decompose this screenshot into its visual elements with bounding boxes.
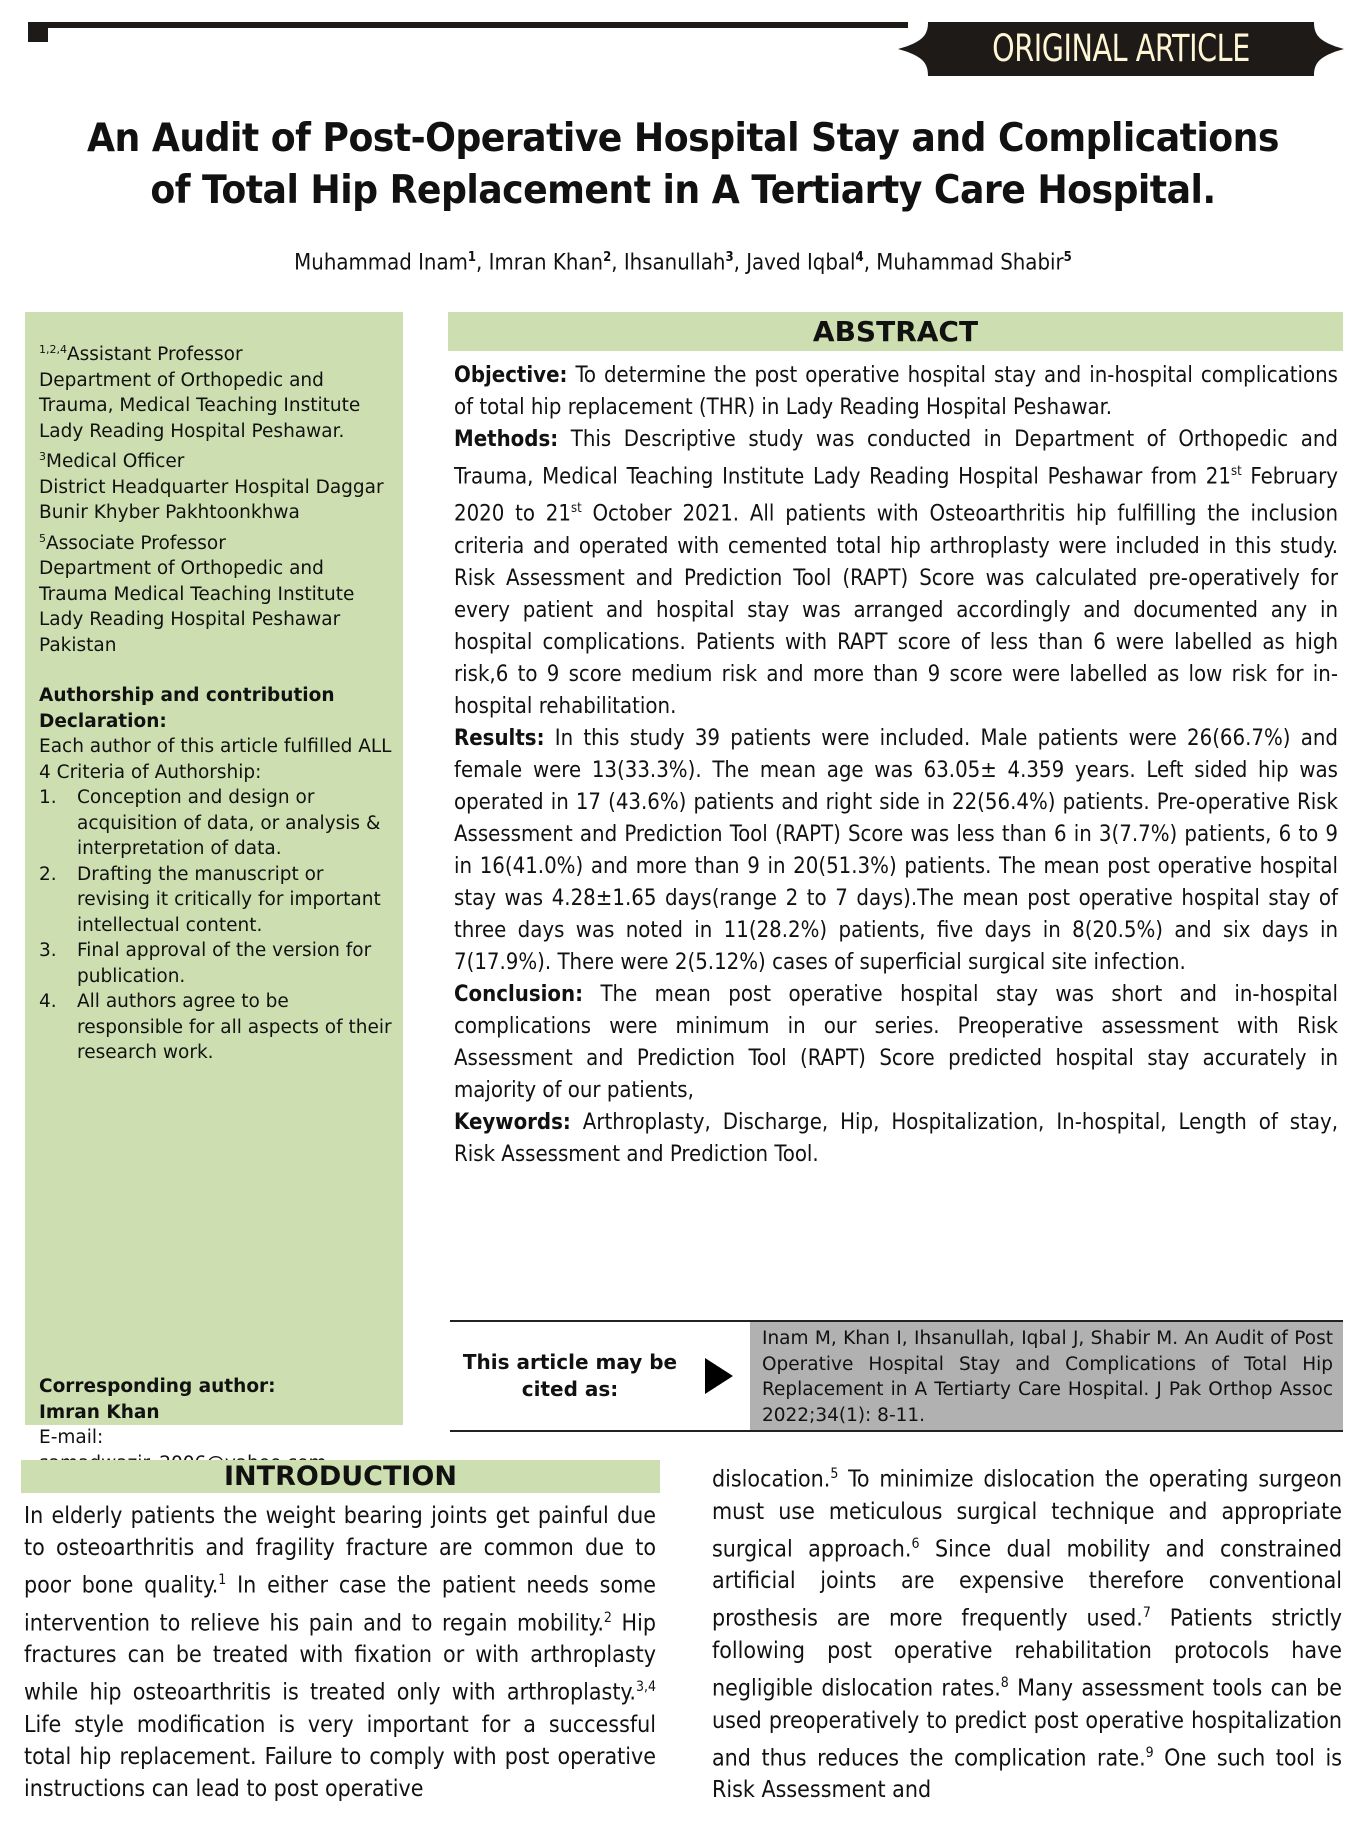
author-affiliation-marker: 3 [725,250,734,265]
citation-reference: 3,4 [635,1679,656,1696]
author-name: Muhammad Inam [294,250,468,276]
abstract-body [454,360,1338,1171]
objective-text: To determine the post operative hospital stay and in-hospital complications of total hip replacement (THR) in Lady Reading Hospital Peshawar. [454,363,1338,420]
citation-reference: 7 [1142,1605,1151,1622]
title-line-1: An Audit of Post-Operative Hospital Stay and Complications [87,116,1279,161]
criteria-number: 4. [39,991,57,1013]
affiliation-line: Pakistan [39,634,117,656]
author-info-sidebar [25,312,403,1448]
affiliation-line: Bunir Khyber Pakhtoonkhwa [39,502,300,524]
affiliation-marker: 5 [39,531,46,545]
citation-reference: 9 [1145,1744,1154,1761]
paragraph-text: In elderly patients the weight bearing joints get painful due to osteoarthritis and fragility fracture are common due to poor bone quality. [24,1503,656,1599]
author-name: Imran Khan [488,250,604,276]
criteria-item [39,785,399,862]
affiliation-line: Lady Reading Hospital Peshawar [39,609,341,631]
criteria-number: 3. [39,940,57,962]
abstract-heading: ABSTRACT [448,312,1343,351]
criteria-text: All authors agree to be responsible for all aspects of their research work. [77,991,392,1064]
affiliation-line: Lady Reading Hospital Peshawar. [39,420,345,442]
paragraph-text: To minimize dislocation the operating surgeon must use meticulous surgical technique and appropriate surgical approach. [712,1466,1342,1563]
conclusion-label: Conclusion: [454,981,583,1007]
author-affiliation-marker: 5 [1063,250,1072,265]
authorship-criteria-list [39,785,399,1066]
paragraph-text: Since dual mobility and constrained artificial joints are expensive therefore conventional prosthesis are more frequently used. [712,1536,1342,1632]
citation-text: Inam M, Khan I, Ihsanullah, Iqbal J, Shabir M. An Audit of Post Operative Hospital Stay and Complications of Total Hip Replacement in A Tertiarty Care Hospital. J Pak Orthop Assoc 2022;34(1): 8-11. [750,1322,1343,1430]
paragraph-text: Many assessment tools can be used preoperatively to predict post operative hospitalization and thus reduces the complication rate. [712,1675,1342,1772]
methods-text-b: February 2020 to 21 [454,464,1338,527]
conclusion-text: The mean post operative hospital stay was short and in-hospital complications were minimum in our series. Preoperative assessment with Risk Assessment and Prediction Tool (RAPT) Score predicted hospital stay accurately in majority of our patients, [454,981,1338,1103]
author-affiliation-marker: 2 [603,250,612,265]
citation-reference: 8 [1000,1674,1009,1691]
results-text: In this study 39 patients were included. Male patients were 26(66.7%) and female were 13(33.3%). The mean age was 63.05± 4.359 years. Left sided hip was operated in 17 (43.6%) patients and right side in 22(56.4%) patients. Pre-operative Risk Assessment and Prediction Tool (RAPT) Score was less than 6 in 3(7.7%) patients, 6 to 9 in 16(41.0%) and more than 9 in 20(51.3%) patients. The mean post operative hospital stay was 4.28±1.65 days(range 2 to 7 days).The mean post operative hospital stay of three days was noted in 11(28.2%) patients, five days in 8(20.5%) and six days in 7(17.9%). There were 2(5.12%) cases of superficial surgical site infection. [454,725,1338,975]
paragraph-text: In either case the patient needs some intervention to relieve his pain and to regain mobility. [24,1572,656,1637]
citation-reference: 1 [218,1572,227,1588]
affiliation-line: Department of Orthopedic and [39,369,324,391]
introduction-column-left [24,1500,656,1805]
paragraph-text: Life style modification is very important for a successful total hip replacement. Failure to comply with post operative instructions can lead to post operative [24,1711,656,1802]
citation-label: This article may be cited as: [462,1350,678,1401]
criteria-item [39,862,399,939]
keywords-label: Keywords: [454,1109,571,1135]
introduction-column-right [712,1458,1342,1806]
affiliation-line: $^{1,2,4}$Assistant Professor [39,343,243,366]
objective-label: Objective: [454,363,568,388]
methods-text-a: This Descriptive study was conducted in Department of Orthopedic and Trauma, Medical Teaching Institute Lady Reading Hospital Peshawar from 21 [454,427,1338,490]
criteria-number: 1. [39,787,57,809]
affiliation-line: Trauma Medical Teaching Institute [39,583,355,605]
citation-reference: 6 [911,1535,920,1552]
article-type-banner [898,22,1344,76]
authorship-heading: Authorship and contribution Declaration: [39,685,335,732]
affiliation-line: Trauma, Medical Teaching Institute [39,395,361,417]
author-list: Muhammad Inam$^1$, Imran Khan$^2$, Ihsanullah$^3$, Javed Iqbal$^4$, Muhammad Shabir$^5$ [294,250,1072,276]
abstract-methods [454,424,1338,723]
keywords-text: Arthroplasty, Discharge, Hip, Hospitalization, In-hospital, Length of stay, Risk Assessment and Prediction Tool. [454,1109,1338,1167]
citation-reference: 5 [830,1466,839,1482]
affiliations [39,337,399,1066]
affiliation-line: $^3$Medical Officer [39,450,185,473]
criteria-text: Final approval of the version for publication. [77,940,372,987]
paragraph-text: Patients strictly following post operative rehabilitation protocols have negligible dislocation rates. [712,1605,1342,1702]
authorship-intro: Each author of this article fulfilled ALL 4 Criteria of Authorship: [39,736,392,783]
affiliation-marker: 1,2,4 [39,343,67,356]
corresponding-label: Corresponding author: [39,1376,276,1397]
affiliation-line: District Headquarter Hospital Daggar [39,476,384,498]
author-name: Javed Iqbal [746,250,856,276]
abstract-keywords [454,1107,1338,1171]
paragraph-text: Hip fractures can be treated with fixation or with arthroplasty while hip osteoarthritis is treated only with arthroplasty. [24,1610,656,1706]
article-type-label: ORIGINAL ARTICLE [992,27,1250,70]
criteria-number: 2. [39,863,57,885]
criteria-text: Conception and design or acquisition of data, or analysis & interpretation of data. [77,787,381,860]
paragraph-text: One such tool is Risk Assessment and [712,1745,1342,1804]
paragraph-text: dislocation. [712,1466,831,1493]
abstract-objective [454,360,1338,424]
results-label: Results: [454,725,545,751]
author-affiliation-marker: 4 [855,250,864,265]
citation-reference: 2 [603,1609,612,1626]
affiliation-line: $^5$Associate Professor [39,531,226,554]
methods-sup: st [570,501,582,517]
criteria-item [39,938,399,989]
affiliation-list [39,337,399,658]
affiliation-marker: 3 [39,450,46,464]
methods-sup: st [1231,464,1242,479]
introduction-heading: INTRODUCTION [21,1460,660,1493]
author-name: Muhammad Shabir [876,250,1064,276]
abstract-results [454,723,1338,979]
citation-box [450,1320,1343,1432]
abstract-conclusion [454,979,1338,1107]
criteria-text: Drafting the manuscript or revising it critically for important intellectual content. [77,863,381,936]
header-corner-mark [28,22,48,42]
author-name: Ihsanullah [623,250,726,276]
corresponding-name: Imran Khan [39,1401,160,1423]
page-title [48,113,1318,217]
methods-text-c: October 2021. All patients with Osteoarthritis hip fulfilling the inclusion criteria and operated with cemented total hip arthroplasty were included in this study. Risk Assessment and Prediction Tool (RAPT) Score was calculated pre-operatively for every patient and hospital stay was arranged accordingly and documented any in hospital complications. Patients with RAPT score of less than 6 were labelled as high risk,6 to 9 score medium risk and more than 9 score were labelled as low risk for in-hospital rehabilitation. [454,501,1338,719]
affiliation-line: Department of Orthopedic and [39,558,324,580]
header-rule [28,22,908,28]
author-affiliation-marker: 1 [467,250,477,265]
criteria-item [39,989,399,1066]
methods-label: Methods: [454,427,559,452]
email-label: E-mail: [39,1427,104,1448]
play-arrow-icon [705,1358,733,1394]
title-line-2: of Total Hip Replacement in A Tertiarty Care Hospital. [150,168,1216,213]
